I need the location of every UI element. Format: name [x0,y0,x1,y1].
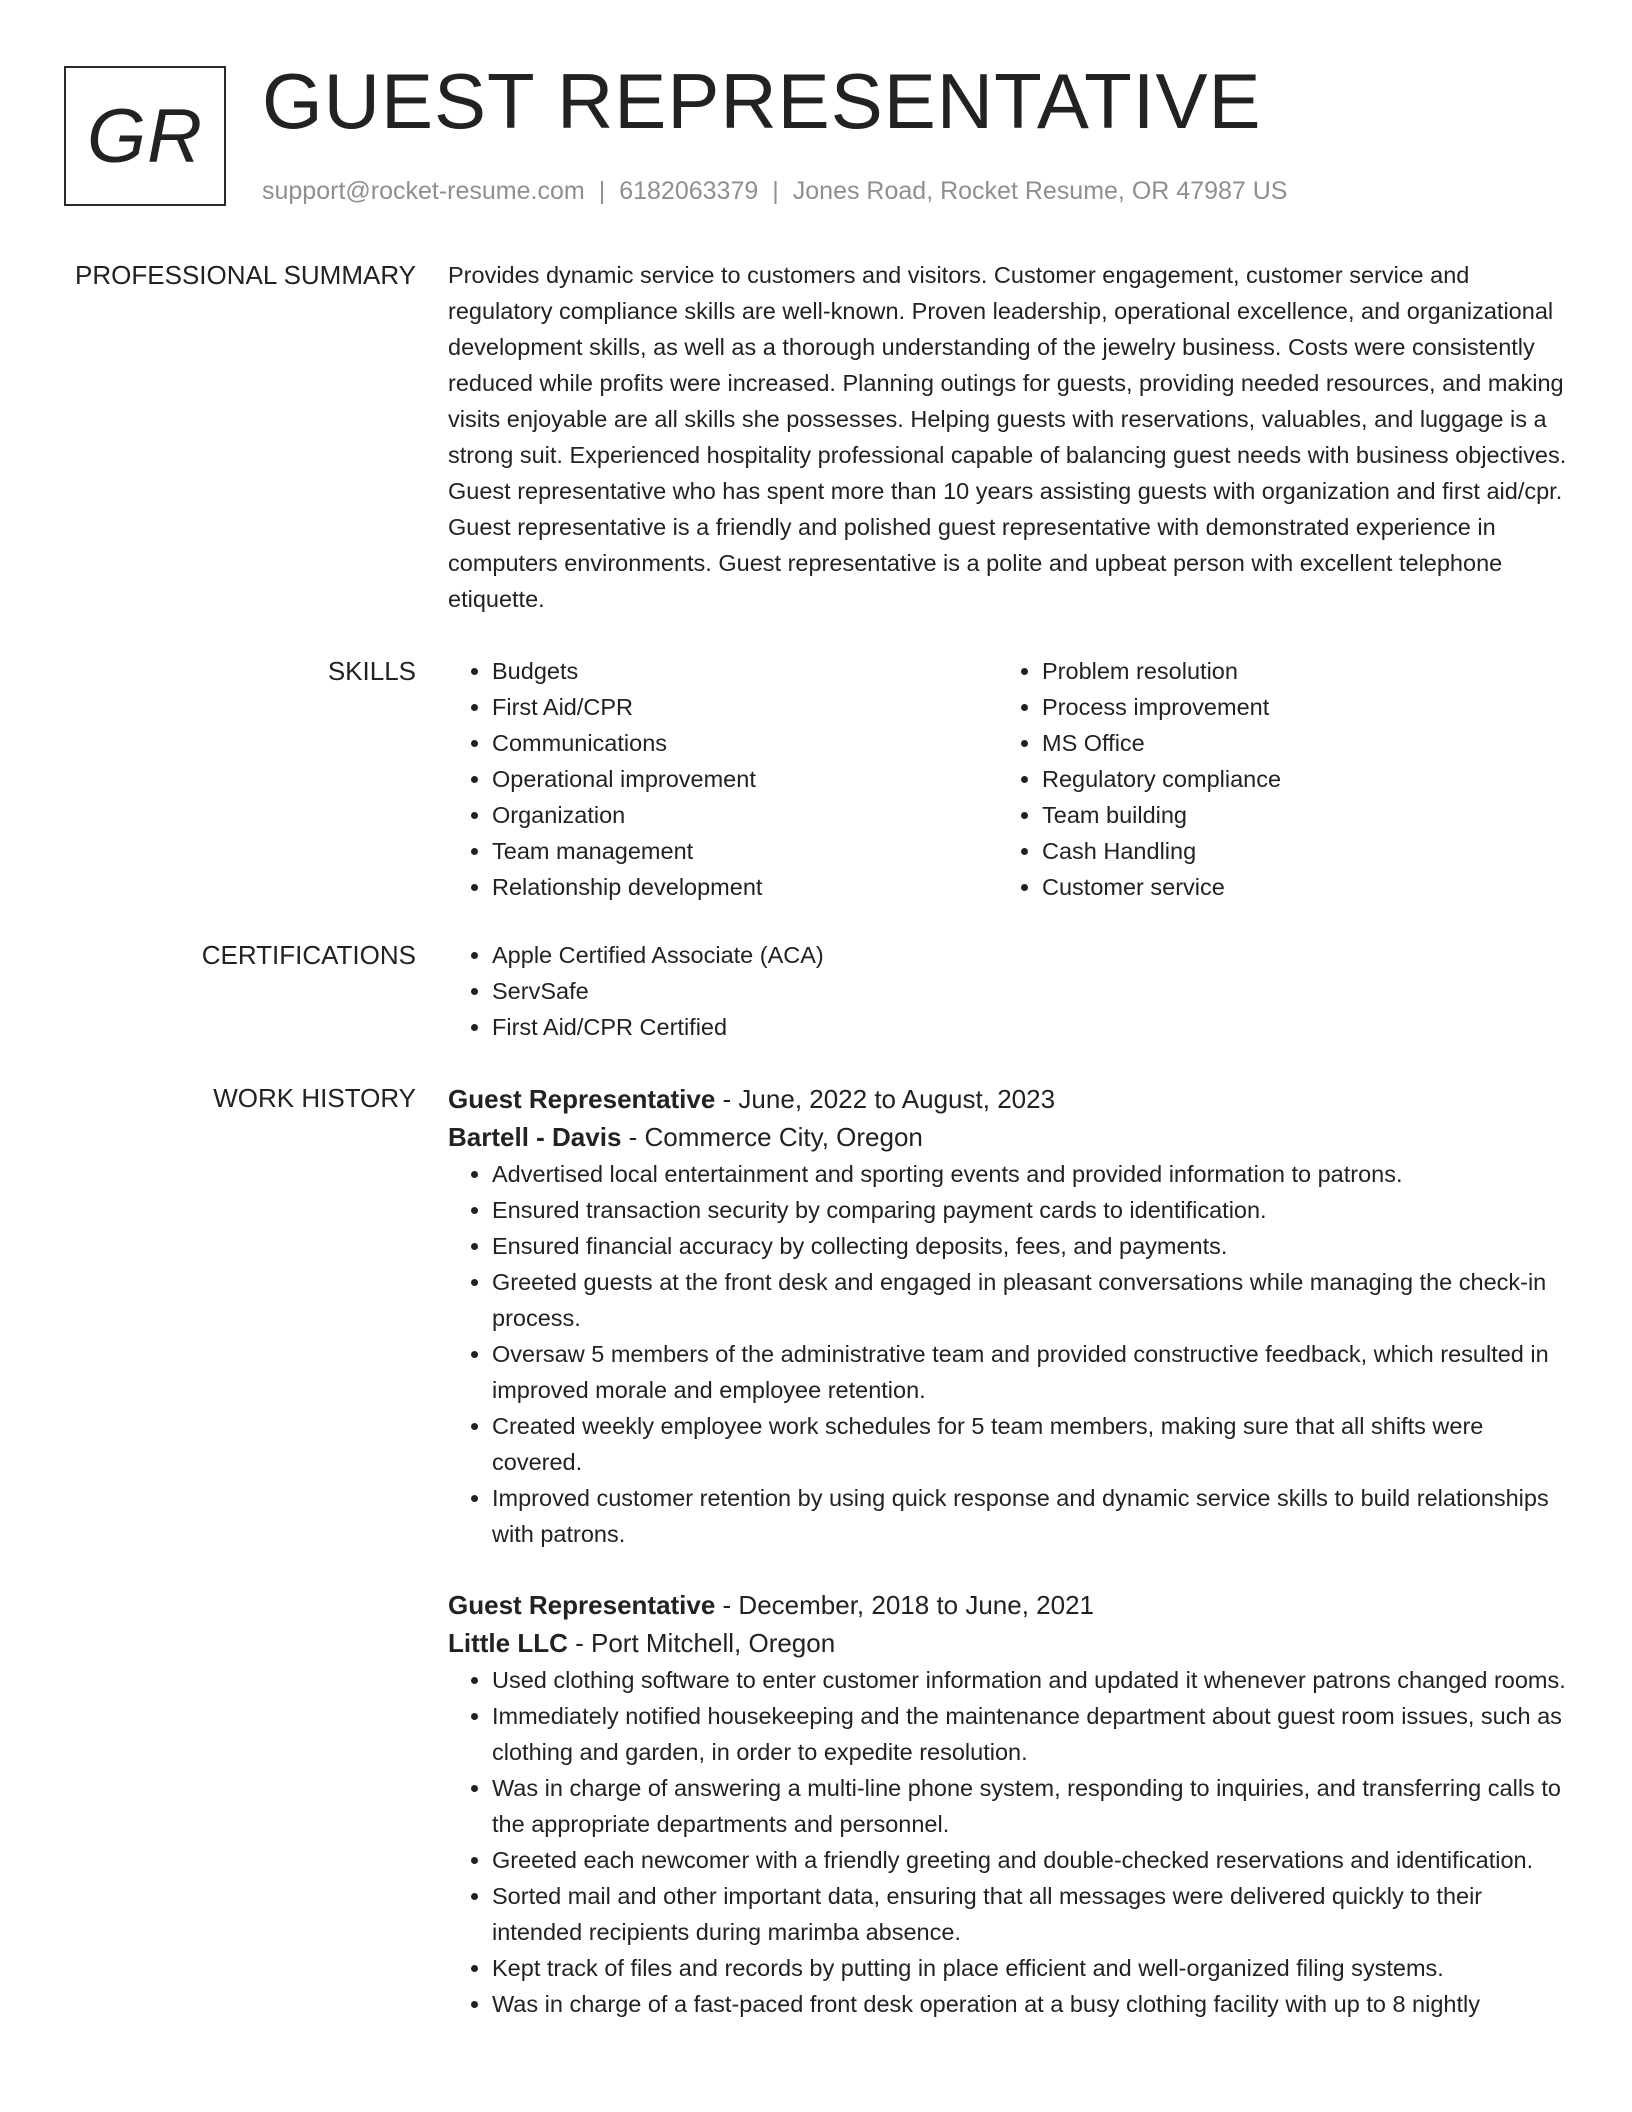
contact-email[interactable]: support@rocket-resume.com [262,177,585,205]
section-label-work-history: WORK HISTORY [213,1083,416,1113]
job-duty: • Was in charge of a fast-paced front desk operation at a busy clothing facility with up to 8 nightly [492,1986,1568,2022]
skill-item: • MS Office [1042,725,1548,761]
job-duty: • Improved customer retention by using quick response and dynamic service skills to build relationships with patrons. [492,1480,1568,1552]
job-title-line [448,1080,1568,1118]
job-dates: - December, 2018 to June, 2021 [715,1590,1095,1620]
job-duty: • Greeted each newcomer with a friendly greeting and double-checked reservations and identification. [492,1842,1568,1878]
job-title-line [448,1586,1568,1624]
section-label-skills: SKILLS [327,656,416,686]
job-duty: • Ensured transaction security by comparing payment cards to identification. [492,1192,1568,1228]
skills-body [448,653,1568,905]
job-duty: • Sorted mail and other important data, ensuring that all messages were delivered quickly to their intended recipients during marimba absence. [492,1878,1568,1950]
skill-item: • Process improvement [1042,689,1548,725]
job-company: Little LLC [448,1628,568,1658]
skill-item: • Team management [492,833,998,869]
skill-item: • Organization [492,797,998,833]
job-duties-list [448,1156,1568,1552]
job-dates: - June, 2022 to August, 2023 [715,1084,1056,1114]
section-label-summary: PROFESSIONAL SUMMARY [75,260,416,290]
certification-item: • ServSafe [492,973,1568,1009]
job-duty: • Kept track of files and records by putting in place efficient and well-organized filing systems. [492,1950,1568,1986]
job-entry [448,1080,1568,1552]
skill-item: • First Aid/CPR [492,689,998,725]
skill-item: • Budgets [492,653,998,689]
job-title: Guest Representative [448,1590,716,1620]
skill-item: • Relationship development [492,869,998,905]
monogram-box [64,66,226,206]
certifications-list [448,937,1568,1045]
skill-item: • Communications [492,725,998,761]
candidate-name: GUEST REPRESENTATIVE [262,57,1262,145]
job-duty: • Was in charge of answering a multi-line phone system, responding to inquiries, and transferring calls to the appropriate departments and personnel. [492,1770,1568,1842]
job-duty: • Greeted guests at the front desk and engaged in pleasant conversations while managing the check-in process. [492,1264,1568,1336]
certification-item: • First Aid/CPR Certified [492,1009,1568,1045]
skill-item: • Cash Handling [1042,833,1548,869]
job-duty: • Created weekly employee work schedules for 5 team members, making sure that all shifts were covered. [492,1408,1568,1480]
skill-item: • Team building [1042,797,1548,833]
job-duty: • Oversaw 5 members of the administrative team and provided constructive feedback, which resulted in improved morale and employee retention. [492,1336,1568,1408]
skills-list-right [998,653,1548,905]
skill-item: • Problem resolution [1042,653,1548,689]
monogram-initials: GR [87,93,203,179]
job-title: Guest Representative [448,1084,716,1114]
job-duty: • Immediately notified housekeeping and the maintenance department about guest room issues, such as clothing and garden, in order to expedite resolution. [492,1698,1568,1770]
job-entry [448,1586,1568,2022]
contact-separator: | [772,177,779,205]
skills-list-left [448,653,998,905]
skill-item: • Regulatory compliance [1042,761,1548,797]
job-location: - Port Mitchell, Oregon [567,1628,836,1658]
skill-item: • Customer service [1042,869,1548,905]
job-company: Bartell - Davis [448,1122,622,1152]
job-company-line [448,1624,1568,1662]
summary-text: Provides dynamic service to customers and visitors. Customer engagement, customer service and regulatory compliance skills are well-known. Proven leadership, operational excellence, and organizational development skills, as well as a thorough understanding of the jewelry business. Costs were consistently reduced while profits were increased. Planning outings for guests, providing needed resources, and making visits enjoyable are all skills she possesses. Helping guests with reservations, valuables, and luggage is a strong suit. Experienced hospitality professional capable of balancing guest needs with business objectives. Guest representative who has spent more than 10 years assisting guests with organization and first aid/cpr. Guest representative is a friendly and polished guest representative with demonstrated experience in computers environments. Guest representative is a polite and upbeat person with excellent telephone etiquette. [448,262,1567,612]
job-duty: • Ensured financial accuracy by collecting deposits, fees, and payments. [492,1228,1568,1264]
job-duties-list [448,1662,1568,2022]
job-duty: • Used clothing software to enter customer information and updated it whenever patrons changed rooms. [492,1662,1568,1698]
job-company-line [448,1118,1568,1156]
job-duty: • Advertised local entertainment and sporting events and provided information to patrons. [492,1156,1568,1192]
contact-line [262,175,1287,207]
summary-body [448,257,1568,617]
job-location: - Commerce City, Oregon [621,1122,923,1152]
section-label-certifications: CERTIFICATIONS [201,940,416,970]
work-history-body [448,1080,1568,2022]
contact-phone[interactable]: 6182063379 [619,177,759,205]
contact-separator: | [598,177,606,205]
contact-address: Jones Road, Rocket Resume, OR 47987 US [792,177,1288,205]
skill-item: • Operational improvement [492,761,998,797]
certifications-body [448,937,1568,1045]
certification-item: • Apple Certified Associate (ACA) [492,937,1568,973]
